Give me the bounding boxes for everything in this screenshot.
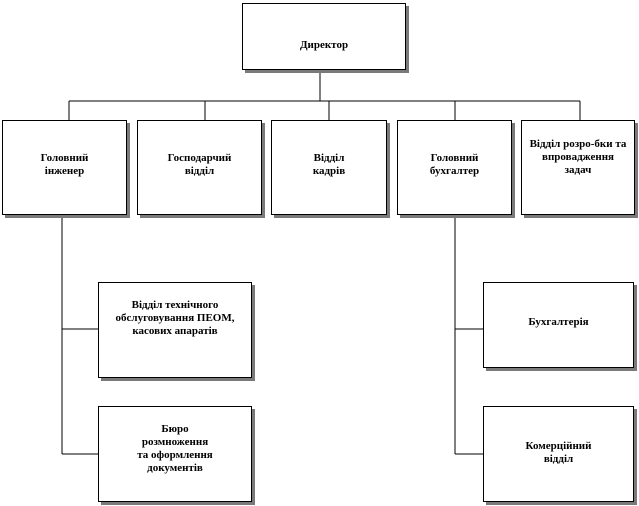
director-box [242,3,406,70]
chief-accountant-label: Головний бухгалтер [429,152,480,177]
hr-dept-label: Відділ кадрів [312,152,346,177]
copy-bureau-box [98,406,252,502]
director-label: Директор [299,39,349,51]
household-dept-box [137,120,262,215]
chief-accountant-box [397,120,512,215]
accounting-label: Бухгалтерія [528,316,589,328]
development-dept-box [521,120,635,215]
hr-dept-box [271,120,387,215]
development-dept-label: Відділ розро-бки та впровадження задач [529,138,627,176]
chief-engineer-box [2,120,127,215]
accounting-box [483,282,634,368]
household-dept-label: Господарчий відділ [167,152,232,177]
commercial-dept-box [483,406,634,502]
copy-bureau-label: Бюро розмноження та оформлення документів [137,423,213,474]
chief-engineer-label: Головний інженер [40,152,89,177]
tech-service-dept-label: Відділ технічного обслуговування ПЕОМ, касових апаратів [115,299,235,337]
tech-service-dept-box [98,282,252,378]
commercial-dept-label: Комерційний відділ [525,440,592,465]
